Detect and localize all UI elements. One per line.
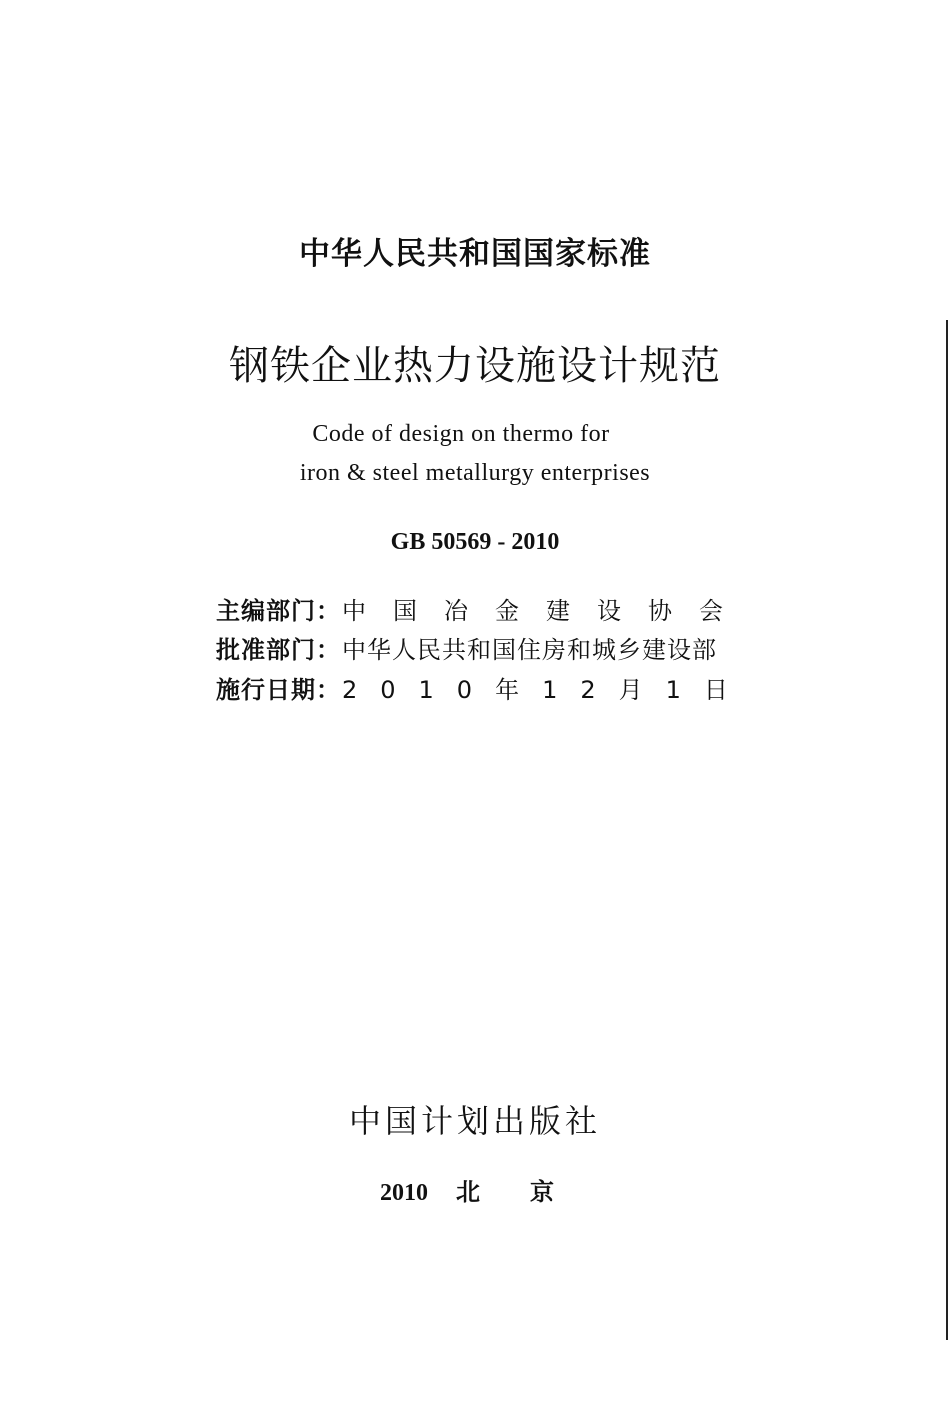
standard-code: GB 50569 - 2010: [390, 529, 560, 555]
publisher: 中国计划出版社: [348, 1102, 601, 1140]
effective-label: 施行日期：: [216, 676, 341, 704]
title-english-line1: Code of design on thermo for: [312, 421, 610, 447]
editor-label: 主编部门：: [216, 597, 341, 625]
editor-value: 中国冶金建设协会: [342, 597, 750, 625]
approver-label: 批准部门：: [216, 636, 341, 664]
meta-effective-row: [216, 675, 751, 705]
approver-value: 中华人民共和国住房和城乡建设部: [342, 636, 717, 664]
standard-series: 中华人民共和国国家标准: [299, 236, 651, 272]
effective-value: 2010年12月1日: [342, 676, 751, 704]
meta-approver-row: [216, 635, 717, 665]
publication-line: [380, 1172, 604, 1207]
title-english-line2: iron & steel metallurgy enterprises: [299, 460, 651, 486]
publication-city: 北京: [456, 1178, 604, 1206]
meta-editor-row: [216, 596, 750, 626]
scan-edge-line: [946, 320, 948, 1340]
publication-year: 2010: [380, 1180, 428, 1206]
title-chinese: 钢铁企业热力设施设计规范: [229, 343, 721, 389]
